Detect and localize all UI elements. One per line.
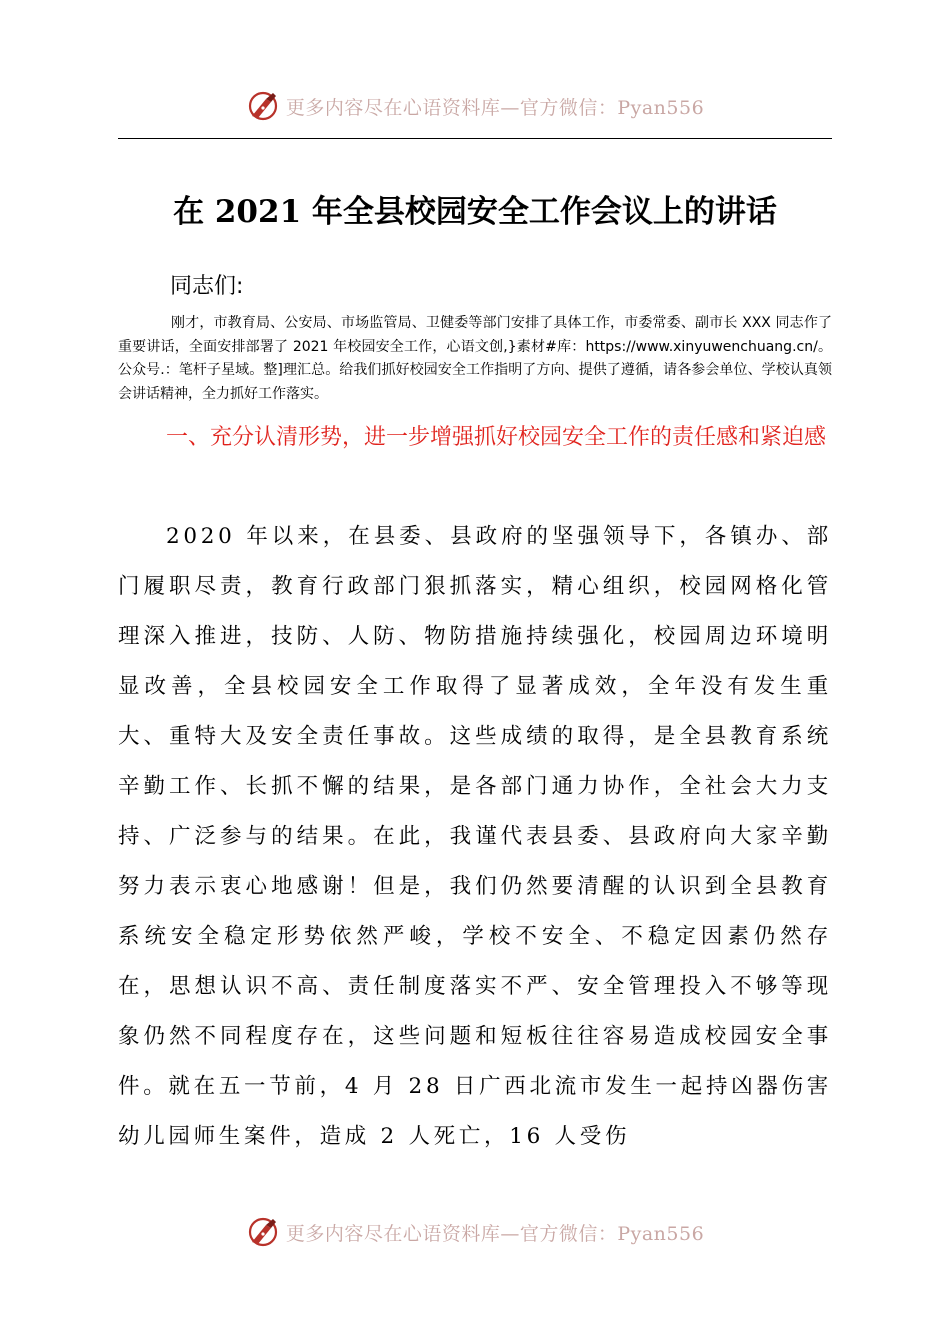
footer-banner [0, 1210, 950, 1254]
pen-nib-logo-icon [246, 1215, 280, 1249]
greeting: 同志们: [170, 274, 244, 299]
header-banner [0, 84, 950, 128]
intro-paragraph: 刚才，市教育局、公安局、市场监管局、卫健委等部门安排了具体工作，市委常委、副市长 XXX 同志作了重要讲话，全面安排部署了 2021 年校园安全工作，心语文创,}素材#库：https://www.xinyuwenchuang.cn/。公众号.：笔杆子星域。整]理汇总。给我们抓好校园安全工作指明了方向、提供了遵循，请各参会单位、学校认真领会讲话精神，全力抓好工作落实。 [118, 315, 832, 402]
body-paragraph: 2020 年以来，在县委、县政府的坚强领导下，各镇办、部门履职尽责，教育行政部门狠抓落实，精心组织，校园网格化管理深入推进，技防、人防、物防措施持续强化，校园周边环境明显改善，全县校园安全工作取得了显著成效，全年没有发生重大、重特大及安全责任事故。这些成绩的取得，是全县教育系统辛勤工作、长抓不懈的结果，是各部门通力协作，全社会大力支持、广泛参与的结果。在此，我谨代表县委、县政府向大家辛勤努力表示衷心地感谢！但是，我们仍然要清醒的认识到全县教育系统安全稳定形势依然严峻，学校不安全、不稳定因素仍然存在，思想认识不高、责任制度落实不严、安全管理投入不够等现象仍然不同程度存在，这些问题和短板往往容易造成校园安全事件。就在五一节前，4 月 28 日广西北流市发生一起持凶器伤害幼儿园师生案件，造成 2 人死亡，16 人受伤 [118, 524, 832, 1149]
header-divider [118, 138, 832, 139]
footer-banner-text: 更多内容尽在心语资料库—官方微信：Pyan556 [285, 1222, 705, 1245]
section-heading: 一、充分认清形势，进一步增强抓好校园安全工作的责任感和紧迫感 [166, 425, 827, 450]
document-title: 在 2021 年全县校园安全工作会议上的讲话 [173, 194, 777, 230]
pen-nib-logo-icon [246, 89, 280, 123]
header-banner-text: 更多内容尽在心语资料库—官方微信：Pyan556 [285, 96, 705, 119]
